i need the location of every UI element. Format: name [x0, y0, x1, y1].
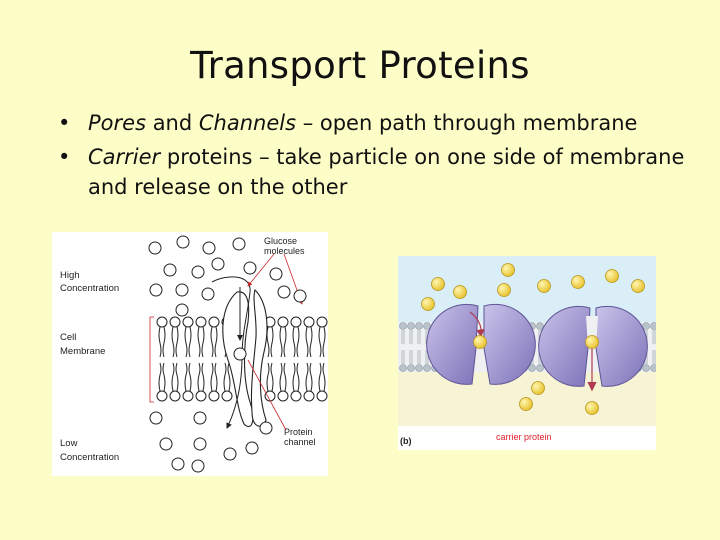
bullet-text: – open path through membrane: [296, 111, 638, 135]
bullet-pores-channels: [58, 108, 698, 138]
bullet-text: proteins – take particle on one side of membrane and release on the other: [88, 145, 685, 199]
label-glucose: Glucose molecules: [264, 236, 305, 256]
term-pores: Pores: [88, 111, 147, 135]
carrier-protein-caption: carrier protein: [496, 432, 552, 442]
bullet-carrier-proteins: [58, 142, 698, 202]
carrier-protein-diagram: [398, 256, 656, 450]
term-channels: Channels: [198, 111, 297, 135]
label-low-concentration: Low Concentration: [60, 438, 120, 463]
bullet-list: [58, 108, 698, 206]
term-carrier: Carrier: [88, 145, 161, 169]
label-cell-membrane: Cell Membrane: [60, 332, 106, 357]
panel-label: (b): [400, 436, 412, 446]
label-high-concentration: High Concentration: [60, 270, 120, 294]
bullet-text: and: [146, 111, 199, 135]
bullet-marker: •: [58, 111, 71, 135]
bullet-marker: •: [58, 145, 71, 169]
label-protein-channel: Protein channel: [284, 427, 316, 447]
slide-title: Transport Proteins: [190, 44, 530, 87]
protein-channel-diagram: [52, 232, 328, 476]
